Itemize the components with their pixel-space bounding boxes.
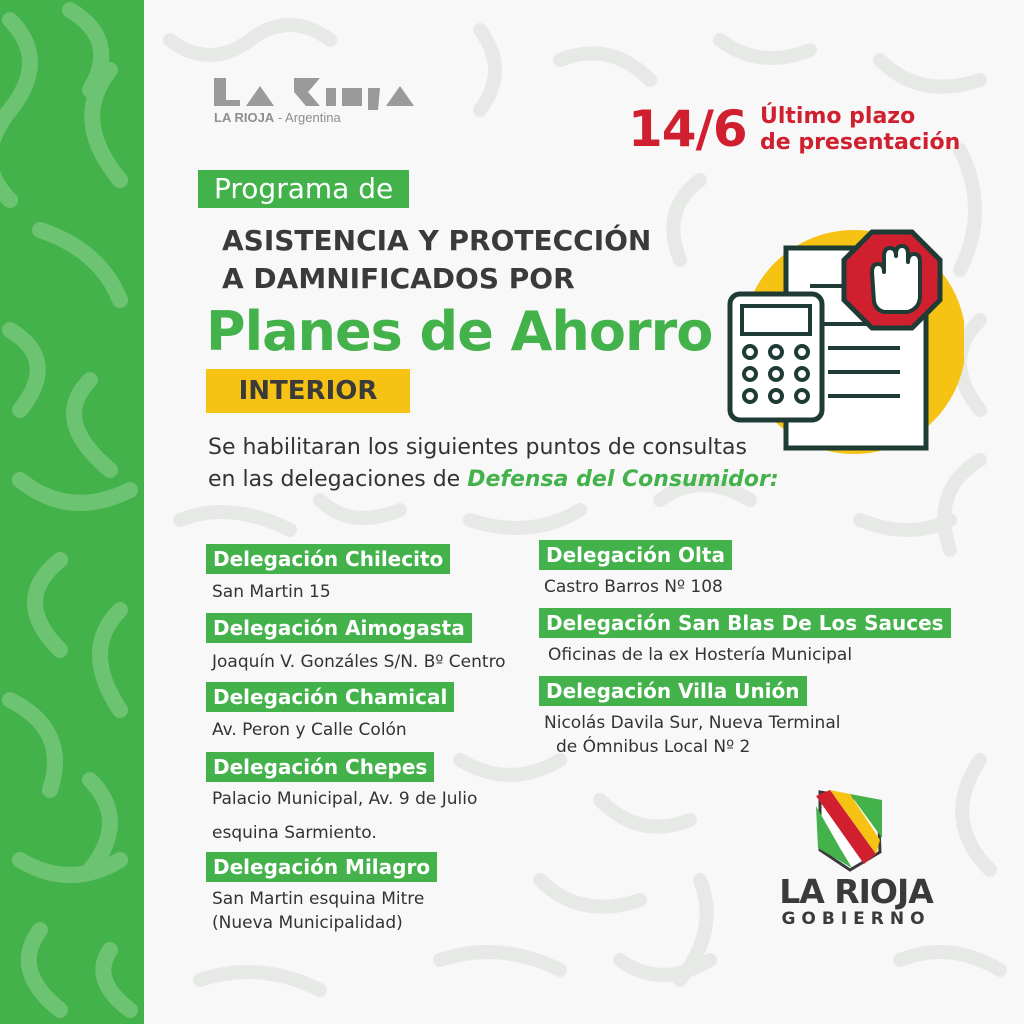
intro-line2-prefix: en las delegaciones de [208, 467, 468, 492]
delegation-chepes-address-line1: Palacio Municipal, Av. 9 de Julio [212, 789, 478, 809]
delegation-chamical-address: Av. Peron y Calle Colón [212, 720, 407, 740]
title-line-1: ASISTENCIA Y PROTECCIÓN [222, 224, 652, 257]
illustration [724, 226, 964, 466]
consumer-defense-highlight: Defensa del Consumidor: [467, 467, 779, 492]
delegation-villa-union-address-line2: de Ómnibus Local Nº 2 [556, 737, 751, 757]
delegation-san-blas-label: Delegación San Blas De Los Sauces [539, 608, 951, 638]
title-line-2: A DAMNIFICADOS POR [222, 262, 575, 295]
delegation-olta-address: Castro Barros Nº 108 [544, 577, 723, 597]
delegation-aimogasta-address: Joaquín V. Gonzáles S/N. Bº Centro [212, 652, 506, 672]
delegation-villa-union-address-line1: Nicolás Davila Sur, Nueva Terminal [544, 713, 841, 733]
delegation-milagro-label: Delegación Milagro [206, 852, 437, 882]
deadline-date: 14/6 [628, 100, 747, 158]
delegation-chamical-label: Delegación Chamical [206, 682, 454, 712]
deadline-line2: de presentación [760, 130, 961, 155]
intro-text [208, 432, 779, 496]
delegation-milagro-address-line1: San Martin esquina Mitre [212, 889, 425, 909]
government-name: LA RIOJA [779, 872, 933, 911]
delegation-san-blas-address: Oficinas de la ex Hostería Municipal [548, 645, 853, 665]
government-emblem-icon [810, 788, 892, 872]
delegation-milagro-address-line2: (Nueva Municipalidad) [212, 913, 403, 933]
delegation-chilecito-address: San Martin 15 [212, 582, 331, 602]
scope-badge: INTERIOR [206, 369, 410, 413]
delegation-chilecito-label: Delegación Chilecito [206, 544, 450, 574]
strip-pattern [0, 0, 144, 1024]
green-side-strip [0, 0, 144, 1024]
logo-subtitle [214, 110, 341, 125]
stop-hand-icon [844, 232, 940, 328]
delegation-olta-label: Delegación Olta [539, 540, 732, 570]
delegation-villa-union-label: Delegación Villa Unión [539, 676, 807, 706]
intro-line2 [208, 464, 779, 496]
logo-subtitle-rest: - Argentina [274, 110, 341, 125]
calculator-icon [730, 294, 822, 420]
government-subtitle: GOBIERNO [781, 909, 931, 929]
main-title: Planes de Ahorro [206, 300, 713, 363]
program-tag: Programa de [198, 170, 409, 208]
deadline-text [760, 104, 960, 156]
logo-subtitle-bold: LA RIOJA [214, 110, 275, 125]
delegation-chepes-address-line2: esquina Sarmiento. [212, 823, 377, 843]
deadline-line1: Último plazo [760, 104, 916, 129]
delegation-chepes-label: Delegación Chepes [206, 752, 434, 782]
delegation-aimogasta-label: Delegación Aimogasta [206, 613, 472, 643]
intro-line1: Se habilitaran los siguientes puntos de consultas [208, 435, 747, 460]
